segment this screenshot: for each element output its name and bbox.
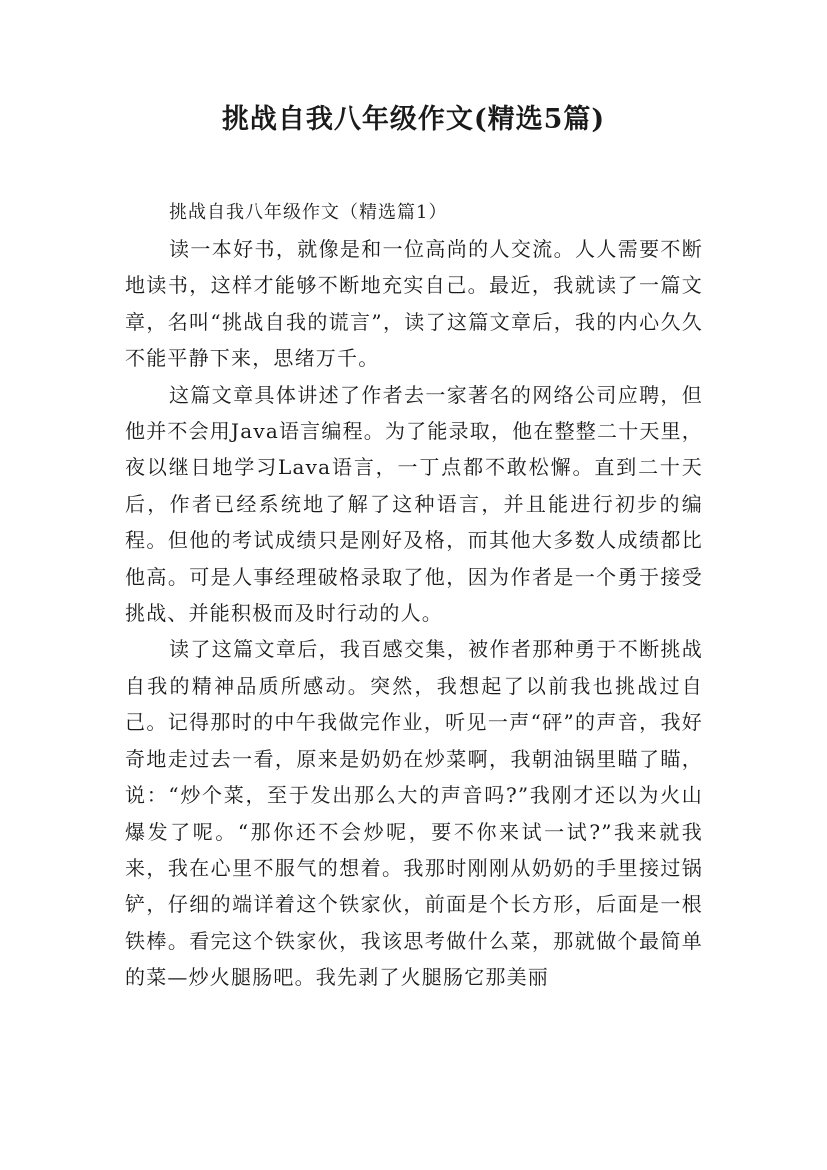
paragraph-2: 这篇文章具体讲述了作者去一家著名的网络公司应聘，但他并不会用Java语言编程。为了能录取，他在整整二十天里，夜以继日地学习Lava语言，一丁点都不敢松懈。直到二十天后，作者已经系统地了解了这种语言，并且能进行初步的编程。但他的考试成绩只是刚好及格，而其他大多数人成绩都比他高。可是人事经理破格录取了他，因为作者是一个勇于接受挑战、并能积极而及时行动的人。 <box>125 382 703 626</box>
document-title: 挑战自我八年级作文(精选5篇) <box>221 104 606 135</box>
paragraph-3: 读了这篇文章后，我百感交集，被作者那种勇于不断挑战自我的精神品质所感动。突然，我想起了以前我也挑战过自己。记得那时的中午我做完作业，听见一声“砰”的声音，我好奇地走过去一看，原来是奶奶在炒菜啊，我朝油锅里瞄了瞄，说：“炒个菜，至于发出那么大的声音吗?”我刚才还以为火山爆发了呢。“那你还不会炒呢，要不你来试一试?”我来就我来，我在心里不服气的想着。我那时刚刚从奶奶的手里接过锅铲，仔细的端详着这个铁家伙，前面是个长方形，后面是一根铁棒。看完这个铁家伙，我该思考做什么菜，那就做个最简单的菜—炒火腿肠吧。我先剥了火腿肠它那美丽 <box>125 637 703 990</box>
section-heading: 挑战自我八年级作文（精选篇1） <box>169 202 448 223</box>
document-body <box>125 195 703 996</box>
paragraph-1: 读一本好书，就像是和一位高尚的人交流。人人需要不断地读书，这样才能够不断地充实自己。最近，我就读了一篇文章，名叫“挑战自我的谎言”，读了这篇文章后，我的内心久久不能平静下来，思绪万千。 <box>125 237 703 371</box>
